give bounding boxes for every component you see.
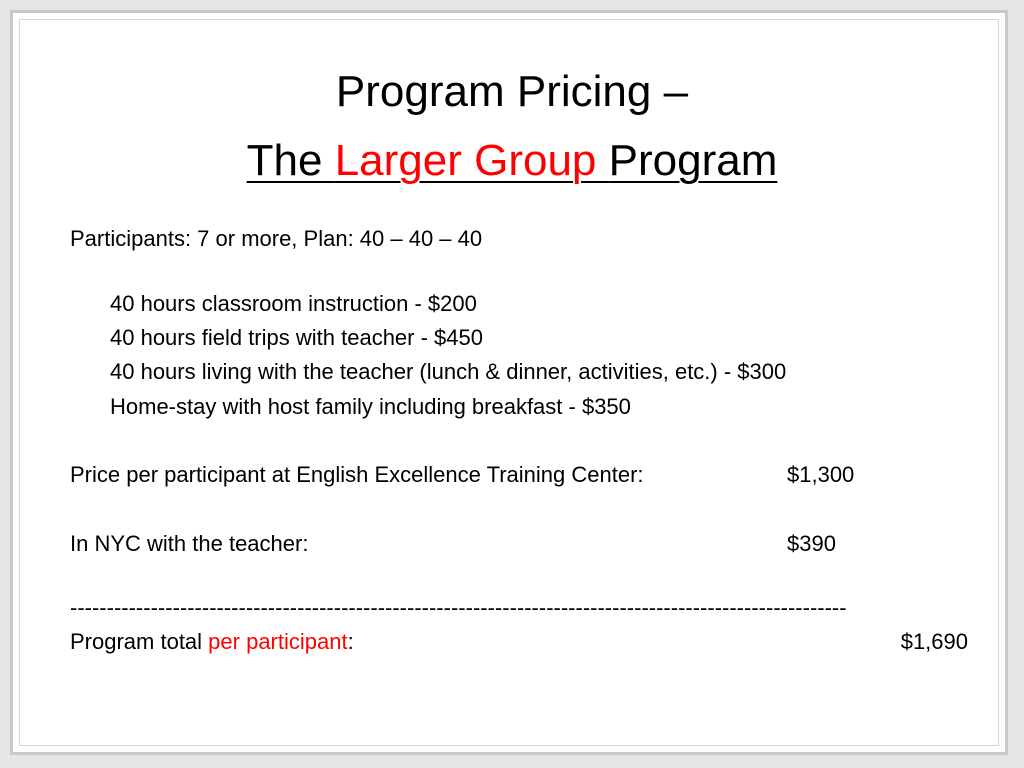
- nyc-label: In NYC with the teacher:: [70, 531, 309, 556]
- nyc-value: $390: [787, 531, 836, 556]
- program-total-value: $1,690: [900, 629, 968, 654]
- program-total-label: [70, 628, 354, 656]
- slide-title-line1: Program Pricing –: [335, 67, 689, 116]
- total-label-colon: :: [347, 629, 354, 654]
- separator-line: ----------------------------------------------------------------------------------------------------------: [70, 595, 847, 620]
- price-center-label: Price per participant at English Excellence Training Center:: [70, 462, 644, 487]
- item-home-stay: Home-stay with host family including breakfast - $350: [110, 394, 631, 419]
- total-label-accent: per participant: [208, 629, 348, 654]
- price-center-value: $1,300: [787, 462, 855, 487]
- total-label-text: Program total: [70, 629, 209, 654]
- title-part-the: The: [246, 136, 335, 185]
- item-living-with-teacher: 40 hours living with the teacher (lunch & dinner, activities, etc.) - $300: [110, 359, 787, 384]
- title-part-larger-group: Larger Group: [334, 136, 609, 185]
- title-part-program: Program: [608, 136, 778, 185]
- item-classroom: 40 hours classroom instruction - $200: [110, 291, 477, 316]
- slide-title-line2: [0, 135, 1024, 187]
- participants-line: Participants: 7 or more, Plan: 40 – 40 – 40: [70, 226, 483, 251]
- item-field-trips: 40 hours field trips with teacher - $450: [110, 325, 483, 350]
